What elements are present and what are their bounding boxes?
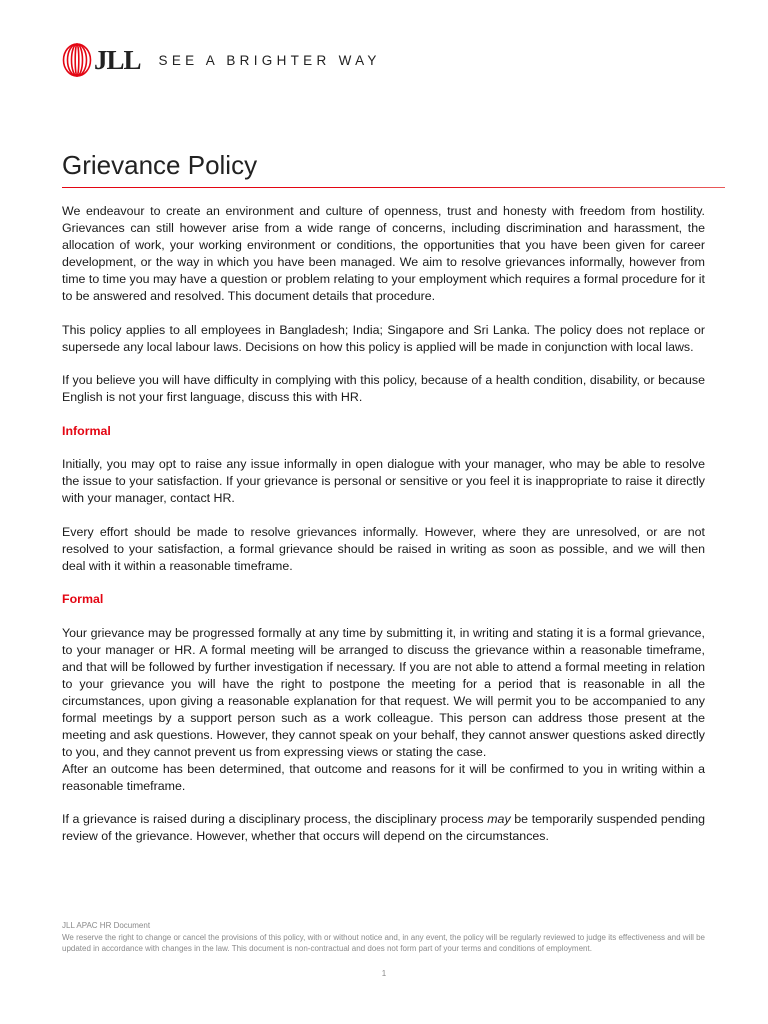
title-divider bbox=[62, 187, 725, 188]
footer-doc-label: JLL APAC HR Document bbox=[62, 921, 151, 930]
page-title: Grievance Policy bbox=[62, 150, 258, 180]
document-footer bbox=[62, 920, 705, 955]
formal-p3-end: be temporarily suspended pending review of the grievance. However, whether that occurs will depend on the circumstances. bbox=[62, 812, 706, 843]
tagline: SEE A BRIGHTER WAY bbox=[158, 52, 381, 68]
formal-paragraph-3 bbox=[62, 811, 705, 845]
informal-paragraph-2: Every effort should be made to resolve grievances informally. However, where they are unresolved, or are not resolved to your satisfaction, a formal grievance should be raised in writing as soon as possible, and we will then deal with it within a reasonable timeframe. bbox=[62, 524, 705, 573]
policy-body bbox=[62, 203, 705, 862]
document-header bbox=[62, 42, 381, 78]
formal-heading: Formal bbox=[62, 592, 104, 606]
footer-disclaimer: We reserve the right to change or cancel the provisions of this policy, with or without notice and, in any event, the policy will be regularly reviewed to judge its effectiveness and will be updated in accordance with changes in the law. This document is non-contractual and does not form part of your terms and conditions of employment. bbox=[62, 932, 706, 953]
informal-paragraph-1: Initially, you may opt to raise any issue informally in open dialogue with your manager, who may be able to resolve the issue to your satisfaction. If your grievance is personal or sensitive or you feel it is inappropriate to raise it directly with your manager, contact HR. bbox=[62, 457, 705, 505]
intro-paragraph-3: If you believe you will have difficulty in complying with this policy, because of a health condition, disability, or because English is not your first language, discuss this with HR. bbox=[62, 373, 705, 404]
informal-heading: Informal bbox=[62, 423, 111, 438]
formal-paragraph-1: Your grievance may be progressed formally at any time by submitting it, in writing and stating it is a formal grievance, to your manager or HR. A formal meeting will be arranged to discuss the grievance within a reasonable timeframe, and that will be followed by further investigation if necessary. If you are not able to attend a formal meeting in relation to your grievance you will have the right to postpone the meeting for a period that is reasonable in all the circumstances, upon giving a reasonable explanation for that request. We will permit you to be accompanied to any formal meetings by a support person such as a work colleague. This person can address those present at the meeting and ask questions. However, they cannot speak on your behalf, they cannot answer questions asked directly to you, and they cannot prevent us from expressing views or stating the case. bbox=[62, 625, 705, 759]
jll-logo-icon bbox=[62, 43, 92, 77]
formal-p3-emphasis: may bbox=[487, 812, 511, 826]
page-number: 1 bbox=[381, 969, 387, 978]
formal-paragraph-2: After an outcome has been determined, that outcome and reasons for it will be confirmed to you in writing within a reasonable timeframe. bbox=[62, 761, 705, 793]
intro-paragraph-2: This policy applies to all employees in Bangladesh; India; Singapore and Sri Lanka. The policy does not replace or supersede any local labour laws. Decisions on how this policy is applied will be made in conjunction with local laws. bbox=[62, 322, 705, 354]
intro-paragraph-1: We endeavour to create an environment and culture of openness, trust and honesty with freedom from hostility. Grievances can still however arise from a wide range of concerns, including discrimination and harassment, the allocation of work, your working environment or conditions, the opportunities that you have been given for career development, or the way in which you have been managed. We aim to resolve grievances informally, however from time to time you may have a question or problem relating to your employment which requires a formal procedure for it to be answered and resolved. This document details that procedure. bbox=[62, 204, 705, 303]
logo-text: JLL bbox=[94, 44, 141, 75]
formal-p3-start: If a grievance is raised during a disciplinary process, the disciplinary process bbox=[62, 812, 488, 826]
